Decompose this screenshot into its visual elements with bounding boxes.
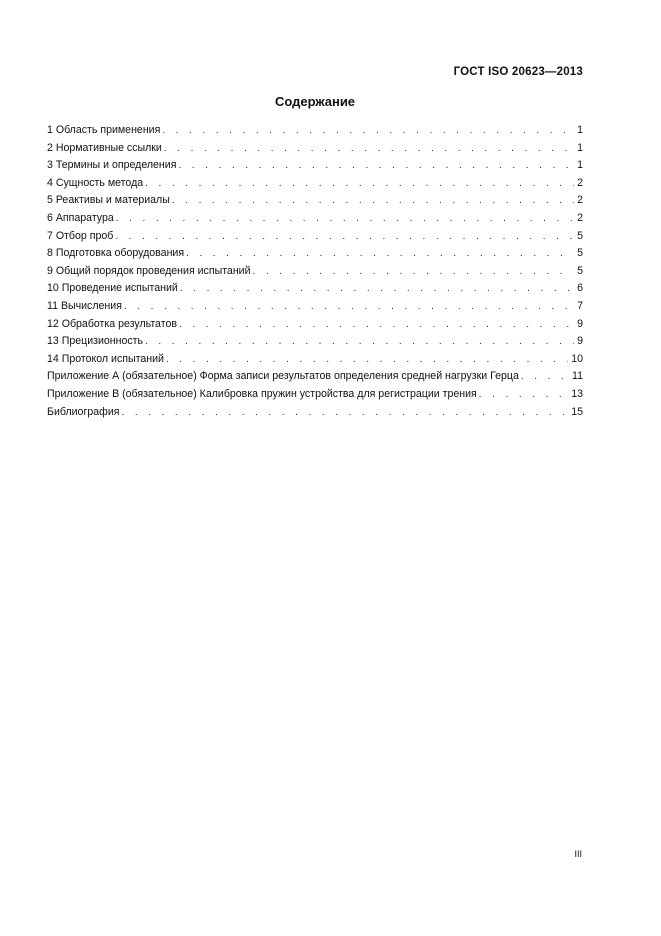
toc-dot-leader <box>166 351 568 369</box>
toc-title: Содержание <box>274 94 356 109</box>
toc-entry-page: 1 <box>577 159 583 172</box>
toc-dot-leader <box>172 192 574 210</box>
toc-entry-title: 5 Реактивы и материалы <box>47 194 170 207</box>
toc-entry-title: 10 Проведение испытаний <box>47 282 178 295</box>
toc-entry[interactable] <box>47 228 583 246</box>
toc-entry-page: 11 <box>572 370 583 383</box>
toc-entry[interactable] <box>47 333 583 351</box>
toc-dot-leader <box>116 210 574 228</box>
toc-dot-leader <box>145 333 574 351</box>
toc-entry-page: 15 <box>571 405 583 418</box>
toc-entry[interactable] <box>47 175 583 193</box>
toc-entry-page: 7 <box>577 299 583 312</box>
toc-entry-title: Приложение А (обязательное) Форма записи результатов определения средней нагрузки Герца <box>47 370 519 383</box>
toc-dot-leader <box>179 316 574 334</box>
toc-entry[interactable] <box>47 404 583 422</box>
toc-entry-page: 2 <box>577 211 583 224</box>
toc-entry[interactable] <box>47 263 583 281</box>
toc-dot-leader <box>479 386 568 404</box>
toc-entry-page: 1 <box>577 141 583 154</box>
toc-entry-page: 5 <box>577 247 583 260</box>
toc-entry-title: 2 Нормативные ссылки <box>47 141 162 154</box>
page-number: III <box>574 849 582 859</box>
toc-dot-leader <box>164 140 574 158</box>
toc-dot-leader <box>121 404 568 422</box>
toc-dot-leader <box>521 368 569 386</box>
toc-entry-title: Приложение В (обязательное) Калибровка пружин устройства для регистрации трения <box>47 387 477 400</box>
toc-entry-page: 9 <box>577 317 583 330</box>
toc-entry-page: 13 <box>571 387 583 400</box>
toc-entry-title: 12 Обработка результатов <box>47 317 177 330</box>
toc-entry-title: 9 Общий порядок проведения испытаний <box>47 264 251 277</box>
toc-entry[interactable] <box>47 316 583 334</box>
toc-entry[interactable] <box>47 122 583 140</box>
toc-entry[interactable] <box>47 280 583 298</box>
toc-entry-page: 2 <box>577 176 583 189</box>
toc-entry-title: 1 Область применения <box>47 124 161 136</box>
toc-entry-page: 2 <box>577 194 583 207</box>
toc-dot-leader <box>124 298 574 316</box>
toc-entry[interactable] <box>47 192 583 210</box>
toc-entry-title: 8 Подготовка оборудования <box>47 247 185 260</box>
toc-entry-title: 14 Протокол испытаний <box>47 352 164 365</box>
toc-entry[interactable] <box>47 368 583 386</box>
toc-entry-title: 13 Прецизионность <box>47 335 144 348</box>
toc-entry-page: 10 <box>571 352 583 365</box>
toc-entry-title: 6 Аппаратура <box>47 211 114 224</box>
toc-entry-page: 5 <box>577 264 583 277</box>
toc-dot-leader <box>145 175 574 193</box>
toc-entry-title: 4 Сущность метода <box>47 176 144 189</box>
toc-entry-page: 1 <box>577 124 583 136</box>
toc-dot-leader <box>186 245 574 263</box>
toc-entry[interactable] <box>47 210 583 228</box>
toc-entry-title: 3 Термины и определения <box>47 159 177 172</box>
table-of-contents <box>47 122 583 421</box>
toc-entry[interactable] <box>47 140 583 158</box>
toc-dot-leader <box>180 280 574 298</box>
toc-entry[interactable] <box>47 245 583 263</box>
toc-entry-title: Библиография <box>47 405 120 418</box>
toc-dot-leader <box>178 157 574 175</box>
toc-dot-leader <box>162 122 574 140</box>
toc-dot-leader <box>115 228 574 246</box>
toc-entry[interactable] <box>47 298 583 316</box>
toc-entry-page: 5 <box>577 229 583 242</box>
toc-entry-page: 9 <box>577 335 583 348</box>
toc-entry-title: 11 Вычисления <box>47 299 122 312</box>
toc-entry[interactable] <box>47 351 583 369</box>
toc-entry-page: 6 <box>577 282 583 295</box>
toc-dot-leader <box>253 263 575 281</box>
toc-entry[interactable] <box>47 157 583 175</box>
toc-entry-title: 7 Отбор проб <box>47 229 114 242</box>
toc-entry[interactable] <box>47 386 583 404</box>
standard-designation: ГОСТ ISO 20623—2013 <box>453 66 583 78</box>
